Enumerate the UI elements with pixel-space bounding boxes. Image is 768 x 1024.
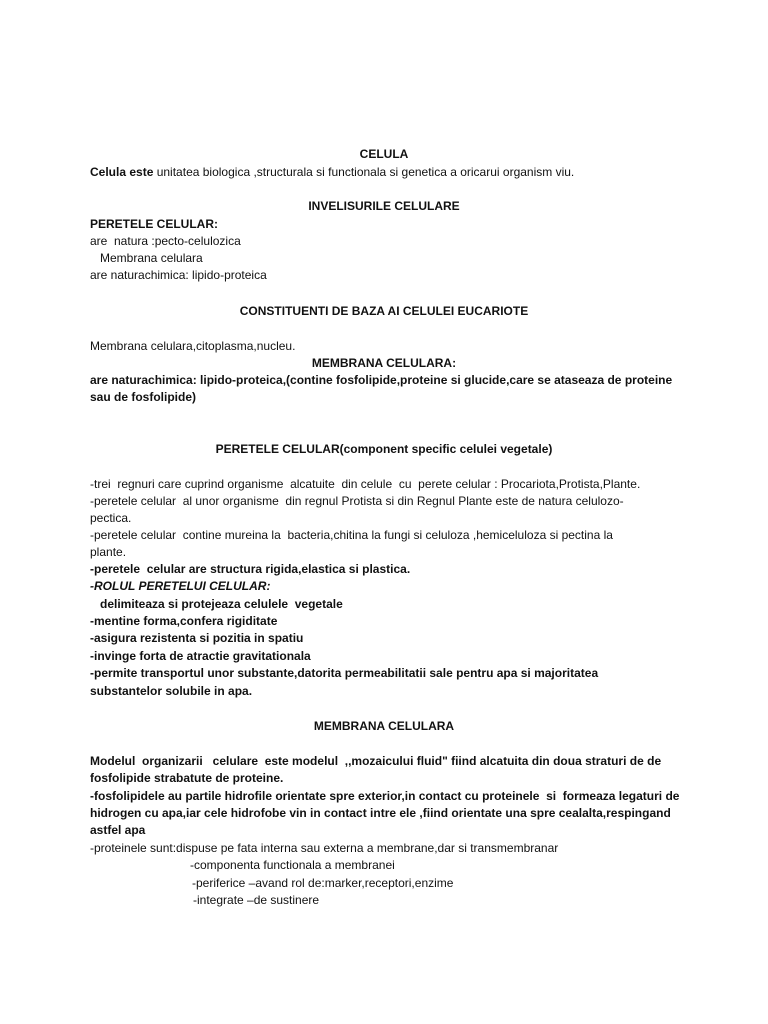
rol-line: -mentine forma,confera rigiditate [90, 614, 278, 628]
rol-line: delimiteaza si protejeaza celulele vegetale [90, 597, 343, 611]
perete-line: -peretele celular are structura rigida,elastica si plastica. [90, 562, 411, 576]
perete-line: pectica. [90, 511, 132, 525]
rol-line: substantelor solubile in apa. [90, 684, 253, 698]
intro-rest: unitatea biologica ,structurala si functionala si genetica a oricarui organism viu. [153, 165, 575, 179]
membrana-line: -fosfolipidele au partile hidrofile orientate spre exterior,in contact cu proteinele si formeaza legaturi de [90, 789, 680, 803]
intro-bold: Celula este [90, 165, 154, 179]
perete-line: -peretele celular contine mureina la bacteria,chitina la fungi si celuloza ,hemiceluloza si pectina la [90, 528, 613, 542]
heading-invelisuri: INVELISURILE CELULARE [308, 199, 460, 213]
membrana-line: -componenta functionala a membranei [190, 858, 395, 872]
intro-paragraph [90, 164, 574, 180]
invelisuri-line: PERETELE CELULAR: [90, 217, 219, 231]
rol-line: -permite transportul unor substante,datorita permeabilitatii sale pentru apa si majoritatea [90, 666, 599, 680]
membrana-line: hidrogen cu apa,iar cele hidrofobe vin in contact intre ele ,fiind orientate una spre cealalta,respingand [90, 806, 671, 820]
heading-constituenti: CONSTITUENTI DE BAZA AI CELULEI EUCARIOTE [239, 304, 529, 318]
membrana-line: -proteinele sunt:dispuse pe fata interna sau externa a membrane,dar si transmembranar [90, 841, 559, 855]
membrana-line: -integrate –de sustinere [193, 893, 320, 907]
document-title: CELULA [359, 147, 409, 161]
invelisuri-line: are natura :pecto-celulozica [90, 234, 241, 248]
perete-line: -peretele celular al unor organisme din regnul Protista si din Regnul Plante este de natura celulozo- [90, 494, 624, 508]
rol-heading: -ROLUL PERETELUI CELULAR: [90, 579, 271, 593]
membrana-line: astfel apa [90, 823, 146, 837]
invelisuri-line: are naturachimica: lipido-proteica [90, 268, 267, 282]
heading-membrana: MEMBRANA CELULARA [313, 719, 455, 733]
constituenti-line: Membrana celulara,citoplasma,nucleu. [90, 339, 296, 353]
invelisuri-line: Membrana celulara [90, 251, 203, 265]
constituenti-line: sau de fosfolipide) [90, 390, 197, 404]
rol-line: -invinge forta de atractie gravitationala [90, 649, 311, 663]
membrana-line: -periferice –avand rol de:marker,receptori,enzime [192, 876, 454, 890]
membrana-line: fosfolipide strabatute de proteine. [90, 771, 284, 785]
heading-perete: PERETELE CELULAR(component specific celulei vegetale) [215, 442, 553, 456]
subheading-membrana: MEMBRANA CELULARA: [311, 356, 457, 370]
constituenti-line: are naturachimica: lipido-proteica,(contine fosfolipide,proteine si glucide,care se ataseaza de proteine [90, 373, 673, 387]
perete-line: -trei regnuri care cuprind organisme alcatuite din celule cu perete celular : Procariota,Protista,Plante. [90, 477, 641, 491]
perete-line: plante. [90, 545, 127, 559]
rol-line: -asigura rezistenta si pozitia in spatiu [90, 631, 304, 645]
membrana-line: Modelul organizarii celulare este modelul ,,mozaicului fluid" fiind alcatuita din doua straturi de de [90, 754, 662, 768]
